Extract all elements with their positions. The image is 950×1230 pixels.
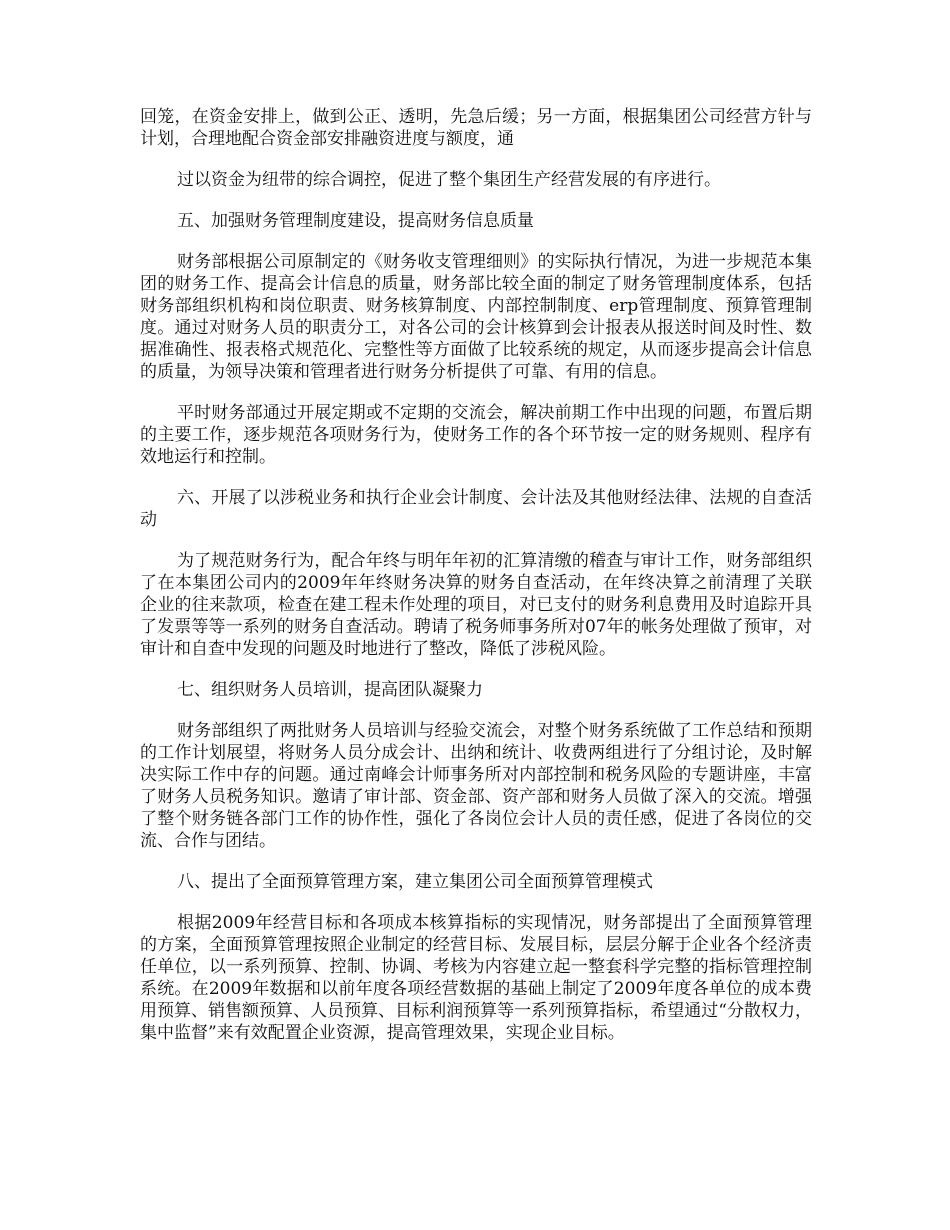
paragraph-staff-training: 财务部组织了两批财务人员培训与经验交流会，对整个财务系统做了工作总结和预期的工作计划展望，将财务人员分成会计、出纳和统计、收费两组进行了分组讨论，及时解决实际工作中存的问题。通过南峰会计师事务所对内部控制和税务风险的专题讲座，丰富了财务人员税务知识。邀请了审计部、资金部、资产部和财务人员做了深入的交流。增强了整个财务链各部门工作的协作性，强化了各岗位会计人员的责任感，促进了各岗位的交流、合作与团结。 [140, 721, 812, 851]
document-page [140, 106, 812, 1063]
section-heading-5: 五、加强财务管理制度建设，提高财务信息质量 [177, 211, 534, 231]
section-heading-7: 七、组织财务人员培训，提高团队凝聚力 [177, 680, 483, 700]
paragraph-budget-management: 根据2009年经营目标和各项成本核算指标的实现情况，财务部提出了全面预算管理的方案，全面预算管理按照企业制定的经营目标、发展目标，层层分解于企业各个经济责任单位，以一系列预算、控制、协调、考核为内容建立起一整套科学完整的指标管理控制系统。在2009年数据和以前年度各项经营数据的基础上制定了2009年度各单位的成本费用预算、销售额预算、人员预算、目标利润预算等一系列预算指标，希望通过“分散权力，集中监督”来有效配置企业资源，提高管理效果，实现企业目标。 [140, 913, 812, 1043]
section-heading-6: 六、开展了以涉税业务和执行企业会计制度、会计法及其他财经法律、法规的自查活动 [140, 488, 812, 530]
paragraph-exchange-meetings: 平时财务部通过开展定期或不定期的交流会，解决前期工作中出现的问题，布置后期的主要工作，逐步规范各项财务行为，使财务工作的各个环节按一定的财务规则、程序有效地运行和控制。 [140, 403, 812, 467]
paragraph-continuation: 回笼，在资金安排上，做到公正、透明，先急后缓；另一方面，根据集团公司经营方针与计划，合理地配合资金部安排融资进度与额度，通 [140, 107, 812, 149]
paragraph-financial-system: 财务部根据公司原制定的《财务收支管理细则》的实际执行情况，为进一步规范本集团的财务工作、提高会计信息的质量，财务部比较全面的制定了财务管理制度体系，包括财务部组织机构和岗位职责、财务核算制度、内部控制制度、erp管理制度、预算管理制度。通过对财务人员的职责分工，对各公司的会计核算到会计报表从报送时间及时性、数据准确性、报表格式规范化、完整性等方面做了比较系统的规定，从而逐步提高会计信息的质量，为领导决策和管理者进行财务分析提供了可靠、有用的信息。 [140, 252, 812, 382]
paragraph-self-inspection: 为了规范财务行为，配合年终与明年年初的汇算清缴的稽查与审计工作，财务部组织了在本集团公司内的2009年年终财务决算的财务自查活动，在年终决算之前清理了关联企业的往来款项，检查在建工程未作处理的项目，对已支付的财务利息费用及时追踪开具了发票等等一系列的财务自查活动。聘请了税务师事务所对07年的帐务处理做了预审，对审计和自查中发现的问题及时地进行了整改，降低了涉税风险。 [140, 551, 812, 659]
section-heading-8: 八、提出了全面预算管理方案，建立集团公司全面预算管理模式 [177, 872, 653, 892]
paragraph-funding-control: 过以资金为纽带的综合调控，促进了整个集团生产经营发展的有序进行。 [177, 170, 721, 190]
